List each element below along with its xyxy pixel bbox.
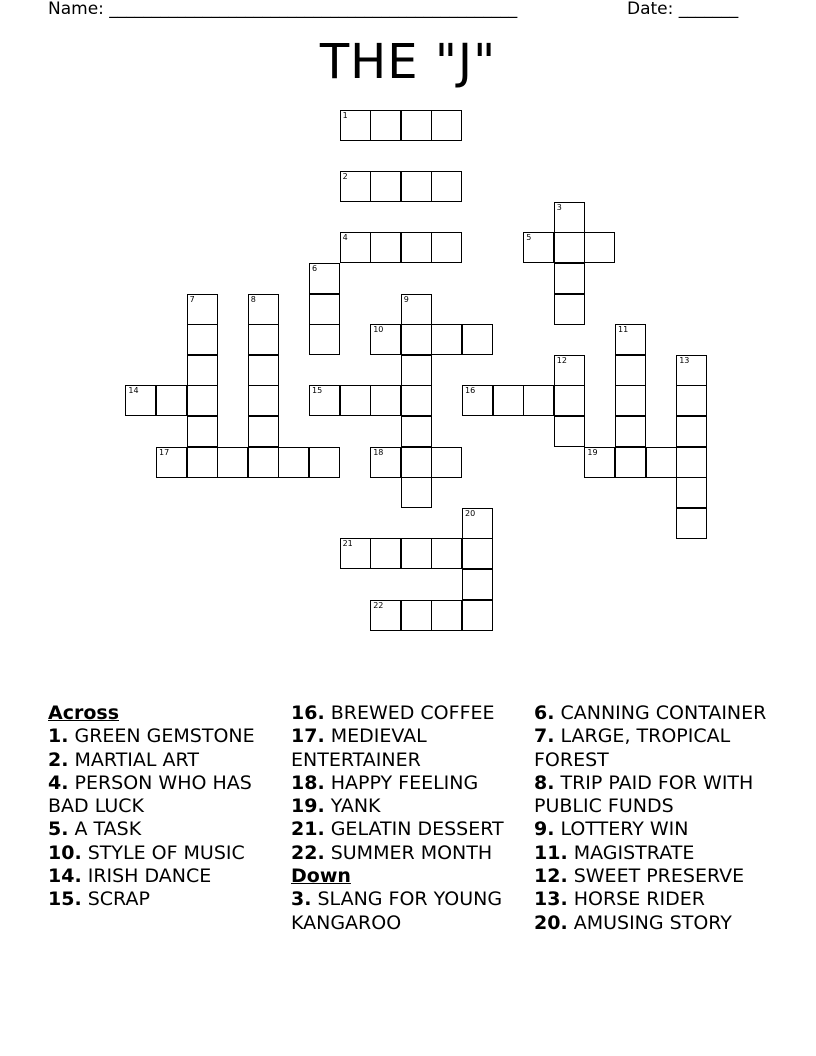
clue-item bbox=[534, 842, 774, 865]
grid-cell[interactable] bbox=[370, 324, 401, 355]
grid-cell[interactable] bbox=[401, 600, 432, 631]
grid-cell[interactable] bbox=[248, 416, 279, 447]
clue-item bbox=[291, 888, 531, 935]
cell-number: 2 bbox=[342, 172, 348, 182]
grid-cell[interactable] bbox=[248, 447, 279, 478]
clue-item bbox=[291, 702, 531, 725]
grid-cell[interactable] bbox=[615, 355, 646, 386]
clue-text: HAPPY FEELING bbox=[324, 771, 479, 794]
grid-cell[interactable] bbox=[401, 355, 432, 386]
grid-cell[interactable] bbox=[676, 477, 707, 508]
grid-cell[interactable] bbox=[554, 385, 585, 416]
grid-cell[interactable] bbox=[370, 171, 401, 202]
clue-text: GREEN GEMSTONE bbox=[68, 725, 255, 748]
clue-text: MEDIEVAL ENTERTAINER bbox=[291, 725, 427, 771]
grid-cell[interactable] bbox=[615, 447, 646, 478]
grid-cell[interactable] bbox=[187, 447, 218, 478]
clue-text: STYLE OF MUSIC bbox=[81, 841, 245, 864]
grid-cell[interactable] bbox=[431, 110, 462, 141]
clue-heading: Down bbox=[291, 865, 351, 888]
clue-item bbox=[48, 725, 288, 748]
grid-cell[interactable] bbox=[156, 385, 187, 416]
clue-item bbox=[48, 842, 288, 865]
grid-cell[interactable] bbox=[401, 294, 432, 325]
clue-text: TRIP PAID FOR WITH PUBLIC FUNDS bbox=[534, 771, 754, 818]
cell-number: 18 bbox=[373, 447, 384, 457]
clue-text: YANK bbox=[324, 795, 381, 818]
grid-cell[interactable] bbox=[340, 232, 371, 263]
clue-item bbox=[534, 725, 774, 772]
clue-text: SCRAP bbox=[81, 888, 150, 911]
grid-cell[interactable] bbox=[615, 324, 646, 355]
grid-cell[interactable] bbox=[370, 447, 401, 478]
clue-text: SUMMER MONTH bbox=[324, 841, 493, 864]
grid-cell[interactable] bbox=[248, 385, 279, 416]
clue-column-3 bbox=[534, 702, 774, 935]
grid-cell[interactable] bbox=[248, 355, 279, 386]
clue-item bbox=[48, 818, 288, 841]
clue-number: 3. bbox=[291, 888, 312, 911]
grid-cell[interactable] bbox=[462, 324, 493, 355]
clue-number: 2. bbox=[48, 748, 69, 771]
clue-number: 1. bbox=[48, 725, 69, 748]
clue-item bbox=[48, 888, 288, 911]
grid-cell[interactable] bbox=[187, 385, 218, 416]
clue-item bbox=[291, 772, 531, 795]
grid-cell[interactable] bbox=[370, 385, 401, 416]
grid-cell[interactable] bbox=[676, 416, 707, 447]
cell-number: 16 bbox=[465, 386, 476, 396]
cell-number: 11 bbox=[618, 325, 629, 335]
clue-number: 21. bbox=[291, 818, 325, 841]
grid-cell[interactable] bbox=[340, 385, 371, 416]
grid-cell[interactable] bbox=[401, 232, 432, 263]
grid-cell[interactable] bbox=[462, 538, 493, 569]
grid-cell[interactable] bbox=[615, 416, 646, 447]
grid-cell[interactable] bbox=[462, 508, 493, 539]
grid-cell[interactable] bbox=[615, 385, 646, 416]
clue-number: 18. bbox=[291, 771, 325, 794]
grid-cell[interactable] bbox=[431, 600, 462, 631]
grid-cell[interactable] bbox=[248, 324, 279, 355]
grid-cell[interactable] bbox=[370, 232, 401, 263]
grid-cell[interactable] bbox=[401, 538, 432, 569]
clue-item bbox=[534, 865, 774, 888]
clue-text: SLANG FOR YOUNG KANGAROO bbox=[291, 888, 503, 934]
grid-cell[interactable] bbox=[309, 263, 340, 294]
grid-cell[interactable] bbox=[278, 447, 309, 478]
grid-cell[interactable] bbox=[187, 416, 218, 447]
clue-item bbox=[534, 888, 774, 911]
clue-number: 11. bbox=[534, 841, 568, 864]
grid-cell[interactable] bbox=[401, 385, 432, 416]
grid-cell[interactable] bbox=[309, 324, 340, 355]
clue-item bbox=[48, 865, 288, 888]
grid-cell[interactable] bbox=[554, 263, 585, 294]
clue-number: 6. bbox=[534, 702, 555, 724]
cell-number: 1 bbox=[342, 111, 348, 120]
cell-number: 8 bbox=[250, 294, 256, 304]
clue-number: 10. bbox=[48, 841, 82, 864]
clue-number: 13. bbox=[534, 888, 568, 911]
grid-cell[interactable] bbox=[523, 232, 554, 263]
page-title: THE "J" bbox=[319, 34, 497, 90]
grid-cell[interactable] bbox=[676, 355, 707, 386]
clue-number: 8. bbox=[534, 771, 555, 794]
clue-text: BREWED COFFEE bbox=[324, 702, 495, 724]
grid-cell[interactable] bbox=[217, 447, 248, 478]
clue-text: MARTIAL ART bbox=[68, 748, 199, 771]
grid-cell[interactable] bbox=[431, 232, 462, 263]
cell-number: 20 bbox=[465, 508, 476, 518]
grid-cell[interactable] bbox=[156, 447, 187, 478]
grid-cell[interactable] bbox=[340, 110, 371, 141]
grid-cell[interactable] bbox=[187, 294, 218, 325]
grid-cell[interactable] bbox=[523, 385, 554, 416]
grid-cell[interactable] bbox=[309, 385, 340, 416]
grid-cell[interactable] bbox=[646, 447, 677, 478]
grid-cell[interactable] bbox=[187, 355, 218, 386]
clue-text: MAGISTRATE bbox=[567, 841, 695, 864]
clue-number: 7. bbox=[534, 725, 555, 748]
clue-item bbox=[534, 772, 774, 819]
grid-cell[interactable] bbox=[462, 600, 493, 631]
clue-number: 17. bbox=[291, 725, 325, 748]
cell-number: 19 bbox=[587, 447, 598, 457]
grid-cell[interactable] bbox=[401, 477, 432, 508]
grid-cell[interactable] bbox=[431, 538, 462, 569]
cell-number: 4 bbox=[342, 233, 348, 243]
name-field[interactable]: Name: ________________________________________________ bbox=[48, 0, 518, 19]
clue-column-2 bbox=[291, 702, 531, 935]
clue-number: 19. bbox=[291, 795, 325, 818]
clue-text: PERSON WHO HAS BAD LUCK bbox=[48, 771, 252, 818]
clue-number: 16. bbox=[291, 702, 325, 724]
grid-cell[interactable] bbox=[584, 447, 615, 478]
clue-text: A TASK bbox=[68, 818, 142, 841]
clue-text: LARGE, TROPICAL FOREST bbox=[534, 725, 731, 771]
clue-text: AMUSING STORY bbox=[567, 911, 732, 934]
clue-number: 20. bbox=[534, 911, 568, 934]
clue-number: 4. bbox=[48, 771, 69, 794]
clue-item bbox=[534, 702, 774, 725]
cell-number: 15 bbox=[312, 386, 323, 396]
clue-item bbox=[291, 795, 531, 818]
clue-number: 14. bbox=[48, 865, 82, 888]
grid-cell[interactable] bbox=[676, 508, 707, 539]
cell-number: 14 bbox=[128, 386, 139, 396]
grid-cell[interactable] bbox=[370, 110, 401, 141]
grid-cell[interactable] bbox=[309, 447, 340, 478]
clue-item bbox=[291, 842, 531, 865]
grid-cell[interactable] bbox=[462, 385, 493, 416]
grid-cell[interactable] bbox=[401, 171, 432, 202]
cell-number: 7 bbox=[189, 294, 195, 304]
grid-cell[interactable] bbox=[248, 294, 279, 325]
clue-heading: Across bbox=[48, 702, 120, 724]
grid-cell[interactable] bbox=[401, 447, 432, 478]
clue-text: HORSE RIDER bbox=[567, 888, 705, 911]
clue-number: 15. bbox=[48, 888, 82, 911]
clue-item bbox=[534, 818, 774, 841]
grid-cell[interactable] bbox=[462, 569, 493, 600]
grid-cell[interactable] bbox=[431, 171, 462, 202]
grid-cell[interactable] bbox=[554, 416, 585, 447]
cell-number: 13 bbox=[679, 355, 690, 365]
cell-number: 21 bbox=[342, 539, 353, 549]
cell-number: 22 bbox=[373, 600, 384, 610]
clue-text: SWEET PRESERVE bbox=[567, 865, 745, 888]
grid-cell[interactable] bbox=[187, 324, 218, 355]
grid-cell[interactable] bbox=[309, 294, 340, 325]
clue-number: 5. bbox=[48, 818, 69, 841]
clue-column-1 bbox=[48, 702, 288, 912]
grid-cell[interactable] bbox=[431, 447, 462, 478]
grid-cell[interactable] bbox=[554, 355, 585, 386]
grid-cell[interactable] bbox=[125, 385, 156, 416]
cell-number: 10 bbox=[373, 325, 384, 335]
grid-cell[interactable] bbox=[554, 294, 585, 325]
grid-cell[interactable] bbox=[676, 447, 707, 478]
clue-number: 9. bbox=[534, 818, 555, 841]
cell-number: 3 bbox=[556, 202, 562, 212]
grid-cell[interactable] bbox=[584, 232, 615, 263]
clue-item bbox=[48, 749, 288, 772]
clue-number: 12. bbox=[534, 865, 568, 888]
clue-item bbox=[291, 725, 531, 772]
clue-item bbox=[48, 772, 288, 819]
cell-number: 17 bbox=[159, 447, 170, 457]
grid-cell[interactable] bbox=[401, 324, 432, 355]
grid-cell[interactable] bbox=[431, 324, 462, 355]
clue-item bbox=[534, 912, 774, 935]
grid-cell[interactable] bbox=[401, 416, 432, 447]
cell-number: 5 bbox=[526, 233, 532, 243]
date-field[interactable]: Date: _______ bbox=[627, 0, 739, 19]
clue-item bbox=[291, 818, 531, 841]
clue-number: 22. bbox=[291, 841, 325, 864]
grid-cell[interactable] bbox=[401, 110, 432, 141]
grid-cell[interactable] bbox=[554, 232, 585, 263]
cell-number: 9 bbox=[403, 294, 409, 304]
grid-cell[interactable] bbox=[370, 600, 401, 631]
cell-number: 12 bbox=[556, 355, 567, 365]
grid-cell[interactable] bbox=[340, 538, 371, 569]
clue-text: GELATIN DESSERT bbox=[324, 818, 504, 841]
clue-text: CANNING CONTAINER bbox=[554, 702, 767, 724]
clue-text: IRISH DANCE bbox=[81, 865, 212, 888]
grid-cell[interactable] bbox=[554, 202, 585, 233]
clue-text: LOTTERY WIN bbox=[554, 818, 689, 841]
grid-cell[interactable] bbox=[340, 171, 371, 202]
grid-cell[interactable] bbox=[493, 385, 524, 416]
grid-cell[interactable] bbox=[370, 538, 401, 569]
grid-cell[interactable] bbox=[676, 385, 707, 416]
cell-number: 6 bbox=[312, 264, 318, 273]
